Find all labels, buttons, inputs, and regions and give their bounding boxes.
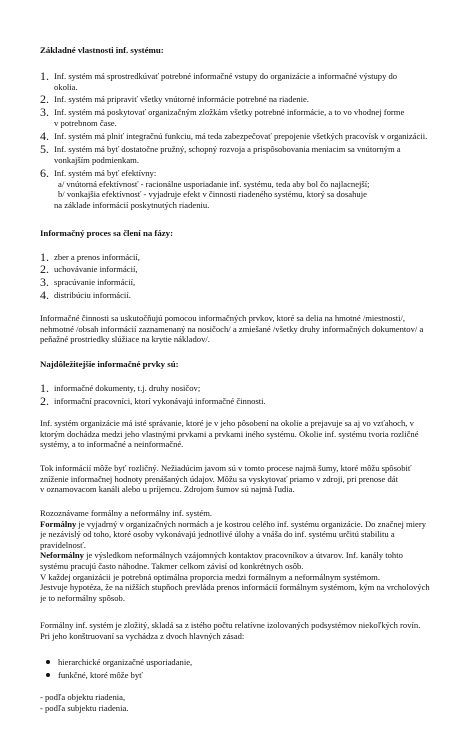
paragraph-line: Rozoznávame formálny a neformálny inf. systém.	[40, 508, 213, 518]
paragraph-tail	[40, 692, 473, 713]
paragraph-line: je to neformálny spôsob.	[40, 592, 125, 603]
paragraph-line: v oznamovacom kanáli alebo u príjemcu. Zdrojom šumov sú najmä ľudia.	[40, 484, 295, 495]
term-informal: Neformálny	[40, 550, 84, 561]
paragraph-line	[40, 519, 473, 530]
list-number: 4.	[40, 288, 49, 302]
list-number: 3.	[40, 105, 49, 119]
list-text: okolia.	[54, 81, 78, 92]
paragraph-info-elements	[40, 313, 473, 345]
paragraph-line: - podľa objektu riadenia,	[40, 692, 126, 702]
list-text: na základe informácií poskytnutých riadeniu.	[54, 199, 210, 210]
list-text: zber a prenos informácií,	[54, 252, 140, 262]
list-number: 1.	[40, 250, 49, 264]
list-number: 6.	[40, 166, 49, 180]
paragraph-information-flow	[40, 463, 473, 495]
paragraph-line: je nezávislý od toho, ktoré osoby vykonávajú jednotlivé úlohy a vnáša do inf. systému určitú stabilitu a	[40, 529, 395, 540]
bullet-icon	[46, 673, 50, 677]
list-number: 2.	[40, 262, 49, 276]
section-heading-elements: Najdôležitejšie informačné prvky sú:	[40, 359, 179, 369]
paragraph-line: Inf. systém organizácie má isté správanie, ktoré je v jeho pôsobení na okolie a prejavuje sa aj vo vzťahoch, v	[40, 418, 414, 428]
paragraph-system-behavior	[40, 418, 473, 450]
list-text: informační pracovníci, ktorí vykonávajú informačné činnosti.	[54, 396, 266, 406]
list-number: 4.	[40, 129, 49, 143]
section-heading-phases: Informačný proces sa člení na fázy:	[40, 228, 173, 238]
list-text: Inf. systém má poskytovať organizačným zložkám všetky potrebné informácie, a to vo vhodnej forme	[54, 107, 405, 117]
list-number: 2.	[40, 92, 49, 106]
list-text: v potrebnom čase.	[54, 117, 117, 128]
term-formal: Formálny	[40, 518, 77, 529]
paragraph-line: systémy, a to informačné a neinformačné.	[40, 439, 184, 450]
list-text: Inf. systém má plniť integračnú funkciu, má teda zabezpečovať prepojenie všetkých pracovísk v organizácii.	[54, 131, 428, 141]
list-number: 1.	[40, 381, 49, 395]
list-text: funkčné, ktoré môže byť	[58, 670, 143, 680]
list-number: 1.	[40, 69, 49, 83]
list-text: hierarchické organizačné usporiadanie,	[58, 657, 193, 667]
paragraph-line: zníženie informačnej hodnoty prenášaných údajov. Môžu sa vyskytovať priamo v zdroji, pri prenose dát	[40, 473, 398, 484]
paragraph-line: peňažné prostriedky slúžiace na krytie nákladov/.	[40, 334, 210, 345]
list-text: vonkajším podmienkam.	[54, 154, 139, 165]
term-definition: je vyjadrný v organizačných normách a je kostrou celého inf. systému organizácie. Do značnej miery	[76, 518, 427, 529]
paragraph-line: Formálny inf. systém je zložitý, skladá sa z istého počtu relatívne izolovaných podsystémov niekoľkých rovín.	[40, 620, 421, 630]
paragraph-formal-system-structure	[40, 620, 473, 641]
list-text: b/ vonkajšia efektívnosť - vyjadruje efekt v činnosti riadeného systému, ktorý sa dosahuje	[58, 189, 367, 200]
paragraph-line: ktorým dochádza medzi jeho vlastnými prvkami a prvkami iného systému. Okolie inf. systému tvoria rozličné	[40, 428, 419, 439]
list-text: spracúvanie informácií,	[54, 277, 136, 287]
section-heading-properties: Základné vlastnosti inf. systému:	[40, 45, 164, 55]
paragraph-line: pravidelnosť.	[40, 539, 86, 550]
list-text: distribúciu informácií.	[54, 290, 131, 300]
paragraph-formal-informal	[40, 508, 473, 603]
term-definition: je výsledkom neformálnych vzájomných kontaktov pracovníkov a útvarov. Inf. kanály tohto	[83, 550, 403, 561]
paragraph-line: Jestvuje hypotéza, že na nižších stupňoch prevláda prenos informácií formálnym systémom, kým na vrcholových	[40, 582, 430, 593]
list-number: 3.	[40, 275, 49, 289]
paragraph-line: Tok informácií môže byť rozličný. Nežiadúcim javom sú v tomto procese najmä šumy, ktoré môžu spôsobiť	[40, 463, 412, 473]
paragraph-line: nehmotné /obsah informácií zaznamenaný na nosičoch/ a zmiešané /všetky druhy informačných dokumentov/ a	[40, 323, 424, 334]
paragraph-line: V každej organizácii je potrebná optimálna proporcia medzi formálnym a neformálnym systémom.	[40, 571, 380, 582]
list-number: 2.	[40, 394, 49, 408]
paragraph-line	[40, 550, 473, 561]
paragraph-line: - podľa subjektu riadenia.	[40, 702, 129, 713]
paragraph-line: Pri jeho konštruovaní sa vychádza z dvoch hlavných zásad:	[40, 630, 245, 641]
list-text: Inf. systém má pripraviť všetky vnútorné informácie potrebné na riadenie.	[54, 94, 309, 104]
list-text: uchovávanie informácií,	[54, 264, 138, 274]
list-text: Inf. systém má sprostredkúvať potrebné informačné vstupy do organizácie a informačné výstupy do	[54, 71, 398, 81]
list-number: 5.	[40, 142, 49, 156]
paragraph-line: Informačné činnosti sa uskutočňujú pomocou informačných prvkov, ktoré sa delia na hmotné /miestnosti/,	[40, 313, 406, 323]
bullet-icon	[46, 660, 50, 664]
list-text: informačné dokumenty, t.j. druhy nosičov;	[54, 383, 201, 393]
list-text: Inf. systém má byť efektívny:	[54, 168, 157, 178]
document-page	[40, 0, 473, 741]
list-text: a/ vnútorná efektívnosť - racionálne usporiadanie inf. systému, teda aby bol čo najlacnejší;	[58, 178, 370, 189]
list-text: Inf. systém má byť dostatočne pružný, schopný rozvoja a prispôsobovania meniacim sa vnútorným a	[54, 144, 401, 154]
paragraph-line: systému pracujú často náhodne. Takmer celkom závisí od konkrétnych osôb.	[40, 560, 304, 571]
